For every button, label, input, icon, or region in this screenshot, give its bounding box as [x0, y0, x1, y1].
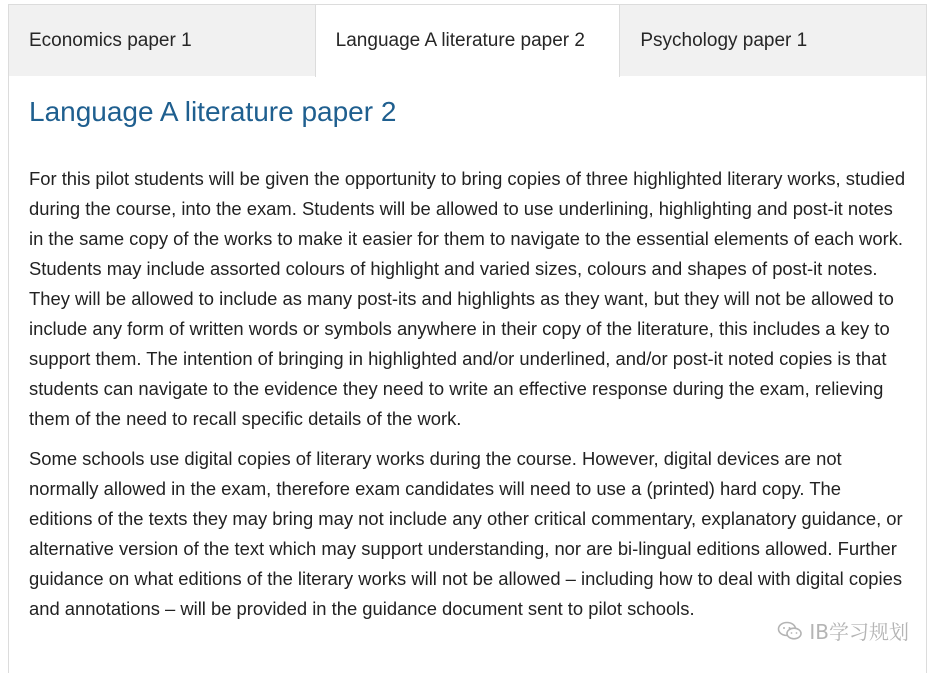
- tab-label: Language A literature paper 2: [335, 30, 585, 51]
- watermark-text: IB学习规划: [809, 620, 909, 644]
- tab-language-a-literature-paper-2[interactable]: [315, 5, 621, 77]
- paragraph: Some schools use digital copies of literary works during the course. However, digital devices are not normally allowed in the exam, therefore exam candidates will need to use a (printed) hard copy. The editions of the texts they may bring may not include any other critical commentary, explanatory guidance, or alternative version of the text which may support understanding, nor are bi-lingual editions allowed. Further guidance on what editions of the literary works will not be allowed – including how to deal with digital copies and annotations – will be provided in the guidance document sent to pilot schools.: [29, 448, 903, 619]
- tab-psychology-paper-1[interactable]: [620, 5, 926, 76]
- tab-economics-paper-1[interactable]: [9, 5, 315, 76]
- paragraph: For this pilot students will be given the opportunity to bring copies of three highlighted literary works, studied during the course, into the exam. Students will be allowed to use underlining, highlighting and post-it notes in the same copy of the works to make it easier for them to navigate to the essential elements of each work. Students may include assorted colours of highlight and varied sizes, colours and shapes of post-it notes. They will be allowed to include as many post-its and highlights as they want, but they will not be allowed to include any form of written words or symbols anywhere in their copy of the literature, this includes a key to support them. The intention of bringing in highlighted and/or underlined, and/or post-it noted copies is that students can navigate to the evidence they need to write an effective response during the exam, relieving them of the need to recall specific details of the work.: [29, 168, 906, 429]
- tab-bar: [9, 4, 926, 76]
- panel-title: Language A literature paper 2: [29, 96, 397, 127]
- wechat-icon: [777, 621, 803, 641]
- watermark: [777, 616, 909, 645]
- tabbed-panel: [8, 4, 927, 673]
- tab-label: Psychology paper 1: [640, 29, 808, 51]
- tab-content: [9, 76, 926, 624]
- tab-label: Economics paper 1: [29, 29, 192, 51]
